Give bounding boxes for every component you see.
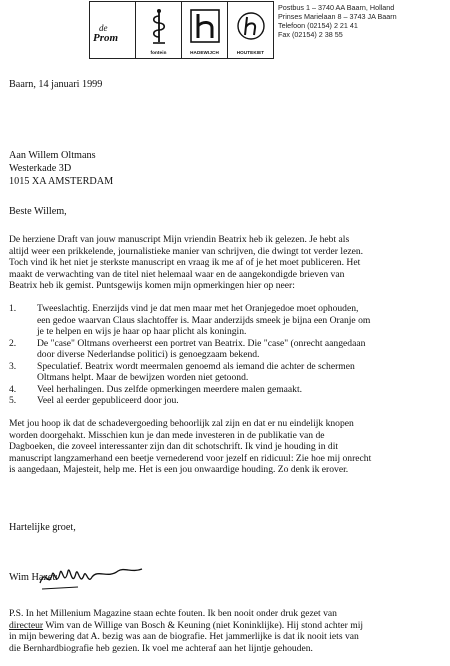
- remark-line: Speculatief. Beatrix wordt meermalen genoemd als iemand die achter de schermen: [37, 360, 355, 372]
- closing-line: worden doorgehakt. Misschien kun je dan mede investeren in de publikatie van de: [9, 429, 325, 441]
- salutation: Beste Willem,: [9, 206, 67, 217]
- remark-line: Veel herhalingen. Dus zelfde opmerkingen meerdere malen gemaakt.: [37, 383, 303, 395]
- ps-line: P.S. In het Millenium Magazine staan echte fouten. Ik ben nooit onder druk gezet van: [9, 608, 337, 619]
- closing-line: is aangedaan, Majesteit, help me. Het is een jou onwaardige houding. Zo denk ik erover.: [9, 464, 349, 475]
- postscript: [9, 608, 444, 654]
- letter-date: Baarn, 14 januari 1999: [9, 79, 103, 90]
- ps-underlined-word: directeur: [9, 619, 44, 631]
- intro-line: Beatrix heb ik gemist. Puntsgewijs komen mijn opmerkingen hier op neer:: [9, 280, 295, 291]
- remark-number: 3.: [9, 360, 17, 372]
- logo-hadewijch-label: HADEWIJCH: [190, 50, 219, 55]
- remark-item: [9, 384, 449, 396]
- remark-line: Veel al eerder gepubliceerd door jou.: [37, 395, 179, 406]
- intro-line: altijd weer een prikkelende, journalistieke manier van schrijven, die dwingt tot verder lezen.: [9, 245, 364, 257]
- address-line: Fax (02154) 2 38 55: [278, 30, 343, 39]
- intro-line: maakt de verwachting van de titel niet helemaal waar en de aangekondigde brieven van: [9, 268, 345, 280]
- remark-line: een gedoe waarvan Claus slachtoffer is. Maar anderzijds smeek je bijna een Oranje om: [37, 314, 371, 326]
- logo-hadewijch: [182, 2, 228, 58]
- remark-line: Tweeslachtig. Enerzijds vind je dat men maar met het Oranjegedoe moet ophouden,: [37, 303, 359, 314]
- logo-de-prom: [90, 2, 136, 58]
- remark-number: 2.: [9, 337, 17, 349]
- recipient-street: Westerkade 3D: [9, 163, 72, 174]
- address-line: Telefoon (02154) 2 21 41: [278, 21, 358, 30]
- closing-paragraph: [9, 418, 444, 476]
- greeting: Hartelijke groet,: [9, 522, 76, 533]
- remark-item: [9, 395, 449, 407]
- logo-de-prom-name: Prom: [93, 32, 119, 44]
- remark-line: je te helpen en wijs je haar op haar plicht als koningin.: [37, 326, 247, 337]
- remark-number: 1.: [9, 303, 17, 314]
- logo-fontein: [136, 2, 182, 58]
- intro-paragraph: [9, 234, 444, 292]
- remark-item: [9, 361, 449, 384]
- ps-line: die Bernhardbiografie heb gezien. Ik voel me achteraf aan het lijntje gehouden.: [9, 642, 313, 654]
- logo-fontein-label: fontein: [150, 50, 167, 55]
- closing-line: Dagboeken, die zoveel interessanter zijn dan dit schotschrift. Ik vind je houding in dit: [9, 441, 339, 452]
- recipient-city: 1015 XA AMSTERDAM: [9, 176, 114, 187]
- fountain-icon: [148, 8, 170, 46]
- closing-line: Met jou hoop ik dat de schadevergoeding behoorlijk zal zijn en dat er nu eindelijk knopen: [9, 418, 354, 429]
- logo-houtekiet: [228, 2, 273, 58]
- remark-number: 4.: [9, 383, 17, 395]
- ps-line: in mijn bewering dat A. bezig was aan de biografie. Het jammerlijke is dat ik nooit iets van: [9, 631, 359, 642]
- houtekiet-h-icon: [236, 11, 266, 41]
- remarks-list: [9, 303, 449, 407]
- intro-line: Toch vind ik het niet je sterkste manuscript en vraag ik me af of je het moet publiceren. Het: [9, 257, 361, 268]
- remark-item: [9, 338, 449, 361]
- remark-text: [37, 338, 365, 361]
- recipient-name: Aan Willem Oltmans: [9, 150, 96, 161]
- hadewijch-h-icon: [190, 9, 220, 43]
- closing-line: manuscript langzamerhand een beetje vernederend voor jezelf en ridicuul: Zie hoe mij onrecht: [9, 452, 372, 464]
- address-line: Postbus 1 – 3740 AA Baarn, Holland: [278, 3, 395, 12]
- letterhead-address: [278, 3, 397, 39]
- remark-item: [9, 303, 449, 338]
- remark-line: De "case" Oltmans overheerst een portret van Beatrix. Die "case" (onrecht aangedaan: [37, 337, 366, 349]
- address-line: Prinses Marielaan 8 – 3743 JA Baarn: [278, 12, 397, 21]
- letterhead-logos: [89, 1, 274, 59]
- ps-line-rest: Wim van de Willige van Bosch & Keuning (niet Koninklijke). Hij stond achter mij: [43, 619, 364, 631]
- logo-houtekiet-label: HOUTEKIET: [236, 50, 265, 55]
- remark-text: [37, 395, 179, 407]
- remark-number: 5.: [9, 395, 17, 406]
- remark-text: [37, 384, 302, 396]
- ps-line: [9, 620, 444, 632]
- signer-name: Wim Hazeu: [9, 572, 58, 583]
- intro-line: De herziene Draft van jouw manuscript Mijn vriendin Beatrix heb ik gelezen. Je hebt als: [9, 234, 350, 245]
- remark-line: Oltmans helpt. Maar de bewijzen worden niet getoond.: [37, 372, 249, 383]
- remark-text: [37, 361, 355, 384]
- remark-text: [37, 303, 370, 338]
- remark-line: door diverse Nederlandse politici) is genoegzaam bekend.: [37, 349, 260, 360]
- logo-de-prom-de: de: [99, 23, 108, 33]
